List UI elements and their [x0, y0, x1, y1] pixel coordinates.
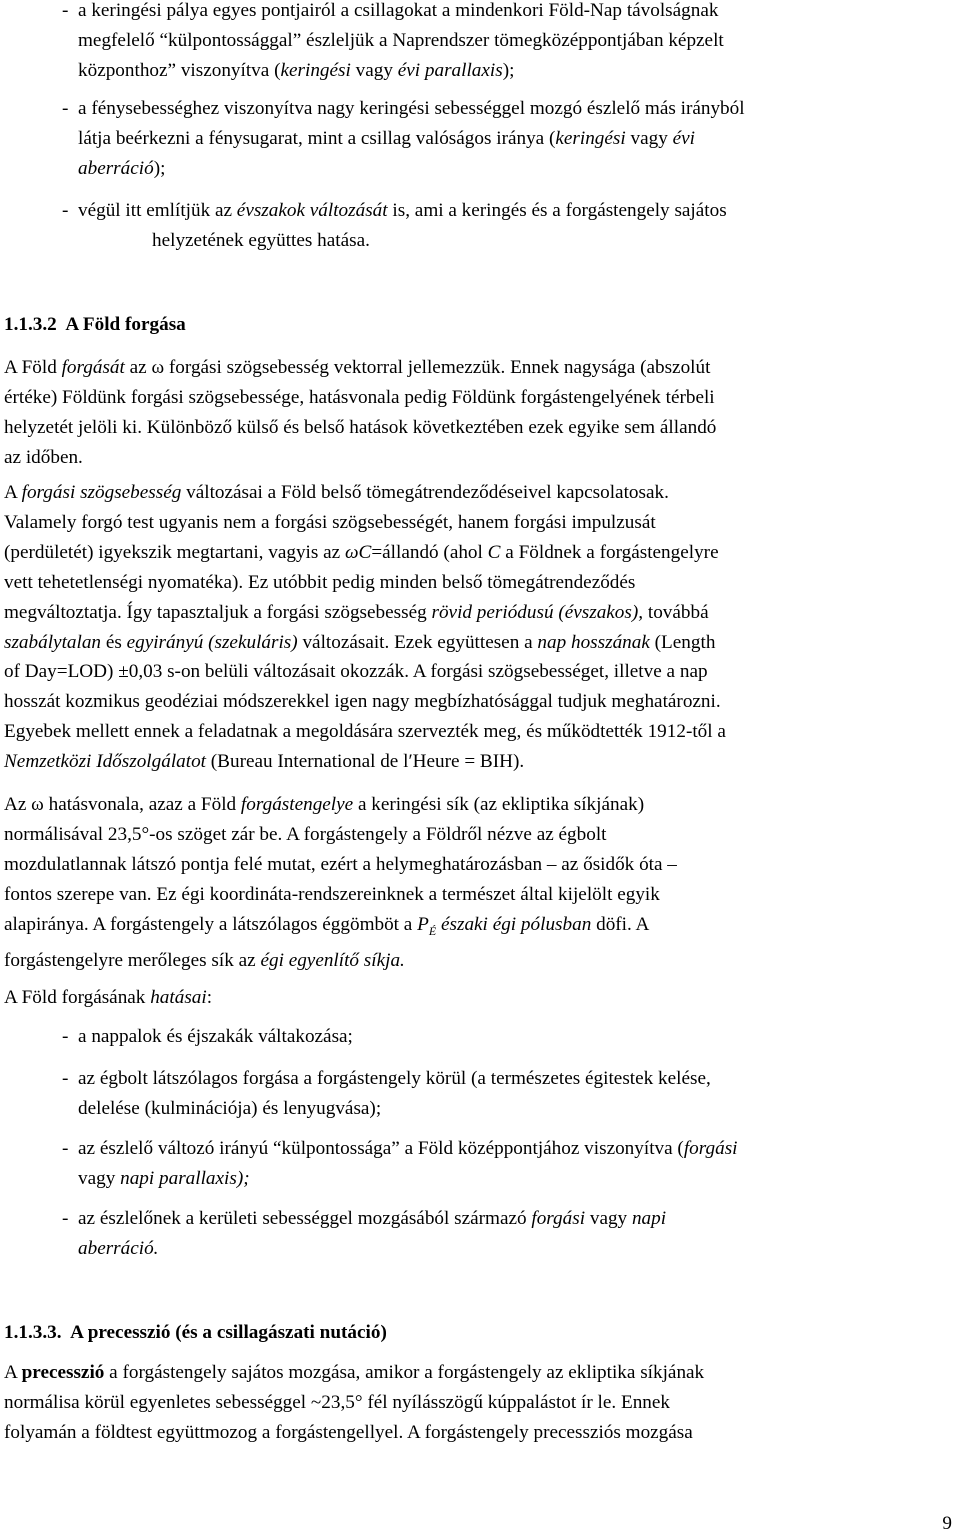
text-line: Egyebek mellett ennek a feladatnak a megoldására szervezték meg, és működtették 1912-től a	[4, 721, 726, 743]
text-line: aberráció.	[78, 1237, 159, 1259]
text-line: az égbolt látszólagos forgása a forgástengely körül (a természetes égitestek kelése,	[78, 1068, 711, 1089]
paragraph-effects-intro	[4, 983, 956, 1013]
paragraph-rotation-axis	[4, 790, 956, 976]
text-line: normálisa körül egyenletes sebességgel ~23,5° fél nyílásszögű kúppalástot ír le. Ennek	[4, 1391, 670, 1413]
text-line: Valamely forgó test ugyanis nem a forgási szögsebességét, hanem forgási impulzusát	[4, 511, 656, 533]
text-line: szabálytalan és egyirányú (szekuláris) változásait. Ezek együttesen a nap hosszának (Length	[4, 631, 716, 653]
list-item-daily-aberration	[62, 1204, 956, 1264]
text-line: normálisával 23,5°-os szöget zár be. A forgástengely a Földről nézve az égbolt	[4, 823, 607, 845]
paragraph-angular-velocity	[4, 478, 956, 777]
text-line: a keringési pálya egyes pontjairól a csillagokat a mindenkori Föld-Nap távolságnak	[78, 0, 719, 21]
list-dash: -	[62, 0, 69, 21]
text-line: A Föld forgását az ω forgási szögsebesség vektorral jellemezzük. Ennek nagysága (abszolút	[4, 357, 711, 378]
text-line: alapiránya. A forgástengely a látszólagos éggömböt a $P_É$ északi égi pólusban döfi. A	[4, 913, 650, 938]
section-title: A Föld forgása	[65, 314, 186, 335]
section-number: 1.1.3.3.	[4, 1322, 62, 1343]
text-line: az időben.	[4, 446, 83, 468]
text-line: vagy napi parallaxis);	[78, 1167, 250, 1189]
list-item-annual-parallax	[62, 0, 956, 86]
text-line: delelése (kulminációja) és lenyugvása);	[78, 1097, 382, 1119]
list-item-daily-parallax	[62, 1134, 956, 1194]
list-dash: -	[62, 200, 69, 221]
text-line: forgástengelyre merőleges sík az égi egyenlítő síkja.	[4, 950, 405, 972]
paragraph-precession	[4, 1358, 956, 1448]
text-line: központhoz” viszonyítva (keringési vagy évi parallaxis);	[78, 59, 515, 81]
section-number: 1.1.3.2	[4, 314, 57, 335]
text-line: a fénysebességhez viszonyítva nagy keringési sebességgel mozgó észlelő más irányból	[78, 98, 745, 119]
list-dash: -	[62, 1208, 69, 1229]
section-heading-earth-rotation	[4, 310, 186, 340]
page-number: 9	[942, 1513, 952, 1534]
list-item-day-night	[62, 1022, 956, 1052]
text-line: Az ω hatásvonala, azaz a Föld forgástengelye a keringési sík (az ekliptika síkjának)	[4, 794, 645, 815]
text-line: megfelelő “külpontossággal” észleljük a Naprendszer tömegközéppontjában képzelt	[78, 29, 724, 51]
text-line: megváltoztatja. Így tapasztaljuk a forgási szögsebesség rövid periódusú (évszakos), továbbá	[4, 601, 709, 623]
section-heading-precession	[4, 1318, 387, 1348]
text-line: of Day=LOD) ±0,03 s-on belüli változásait okozzák. A forgási szögsebességet, illetve a nap	[4, 661, 708, 683]
text-line: a nappalok és éjszakák váltakozása;	[78, 1026, 353, 1047]
text-line: (perdületét) igyekszik megtartani, vagyis az ωC=állandó (ahol C a Földnek a forgástengelyre	[4, 541, 719, 563]
text-line: az észlelőnek a kerületi sebességgel mozgásából származó forgási vagy napi	[78, 1208, 667, 1229]
text-line: végül itt említjük az évszakok változását is, ami a keringés és a forgástengely sajátos	[78, 200, 727, 221]
text-line: A Föld forgásának hatásai:	[4, 987, 213, 1008]
list-item-seasons	[62, 196, 956, 256]
list-dash: -	[62, 1138, 69, 1159]
text-line: helyzetének együttes hatása.	[152, 229, 370, 251]
list-dash: -	[62, 98, 69, 119]
section-title: A precesszió (és a csillagászati nutáció)	[70, 1322, 387, 1343]
text-line: vett tehetetlenségi nyomatéka). Ez utóbbit pedig minden belső tömegátrendeződés	[4, 571, 636, 593]
text-line: látja beérkezni a fénysugarat, mint a csillag valóságos iránya (keringési vagy évi	[78, 127, 695, 149]
list-dash: -	[62, 1068, 69, 1089]
text-line: hosszát kozmikus geodéziai módszerekkel igen nagy megbízhatósággal tudjuk meghatározni.	[4, 691, 721, 713]
text-line: aberráció);	[78, 157, 166, 179]
list-item-sky-rotation	[62, 1064, 956, 1124]
text-line: az észlelő változó irányú “külpontossága” a Föld középpontjához viszonyítva (forgási	[78, 1138, 738, 1159]
paragraph-rotation-vector	[4, 353, 956, 473]
text-line: A precesszió a forgástengely sajátos mozgása, amikor a forgástengely az ekliptika síkjának	[4, 1362, 705, 1383]
text-line: folyamán a földtest együttmozog a forgástengellyel. A forgástengely precessziós mozgása	[4, 1421, 693, 1443]
text-line: fontos szerepe van. Ez égi koordináta-rendszereinknek a természet által kijelölt egyik	[4, 883, 660, 905]
text-line: helyzetét jelöli ki. Különböző külső és belső hatások következtében ezek egyike sem állandó	[4, 416, 717, 438]
text-line: Nemzetközi Időszolgálatot (Bureau International de l′Heure = BIH).	[4, 751, 525, 773]
text-line: A forgási szögsebesség változásai a Föld belső tömegátrendeződéseivel kapcsolatosak.	[4, 482, 669, 503]
list-item-annual-aberration	[62, 94, 956, 184]
list-dash: -	[62, 1026, 69, 1047]
text-line: értéke) Földünk forgási szögsebessége, hatásvonala pedig Földünk forgástengelyének térbeli	[4, 386, 715, 408]
text-line: mozdulatlannak látszó pontja felé mutat, ezért a helymeghatározásban – az ősidők óta –	[4, 853, 677, 875]
